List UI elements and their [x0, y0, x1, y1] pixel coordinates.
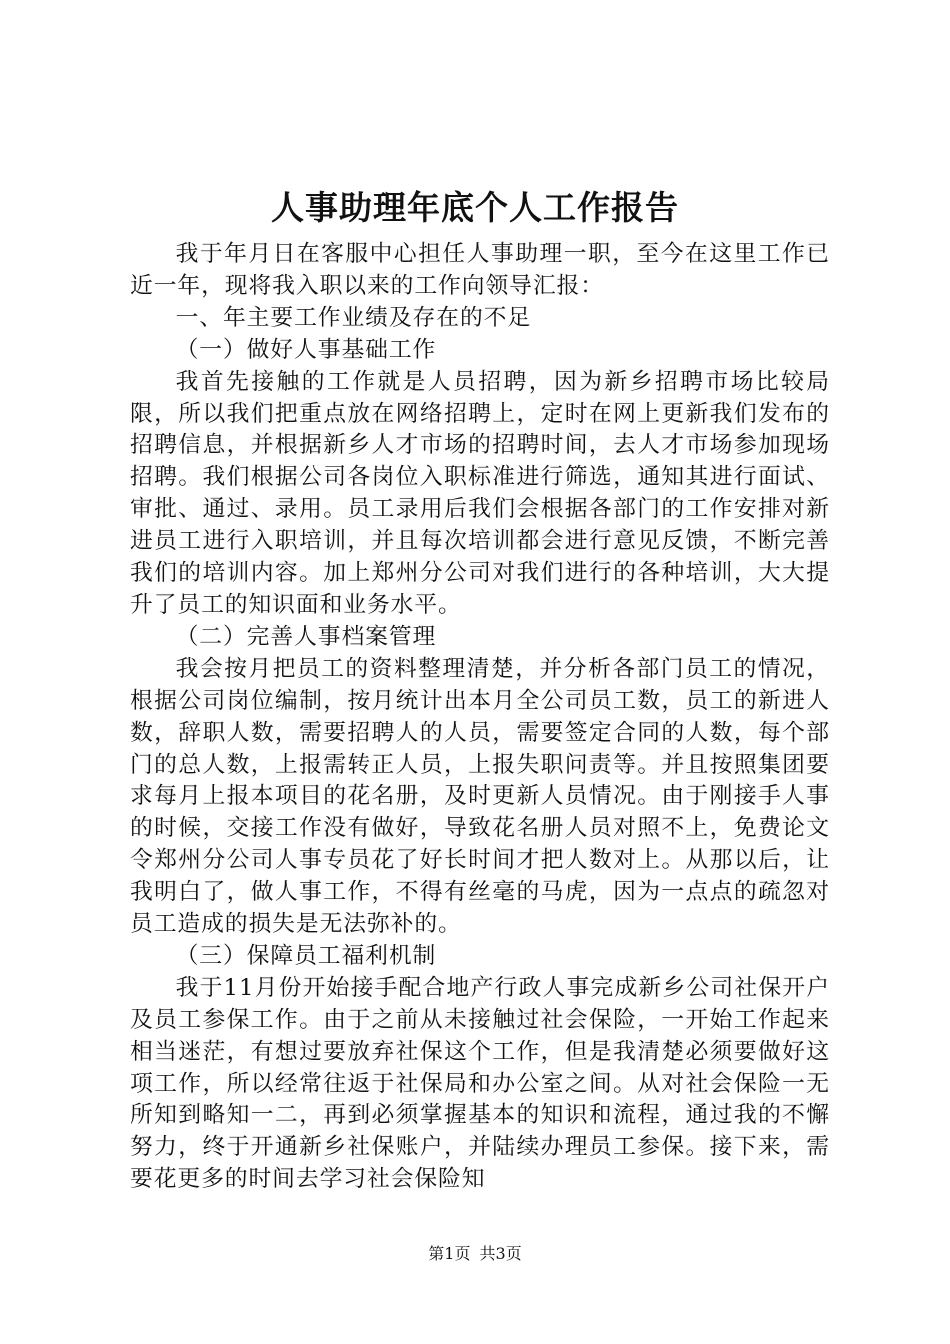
subsection-heading-3: （三）保障员工福利机制 [175, 942, 437, 969]
paragraph-recruitment: 我首先接触的工作就是人员招聘，因为新乡招聘市场比较局限，所以我们把重点放在网络招聘上，定时在网上更新我们发布的招聘信息，并根据新乡人才市场的招聘时间，去人才市场参加现场招聘。我们根据公司各岗位入职标准进行筛选，通知其进行面试、审批、通过、录用。员工录用后我们会根据各部门的工作安排对新进员工进行入职培训，并且每次培训都会进行意见反馈，不断完善我们的培训内容。加上郑州分公司对我们进行的各种培训，大大提升了员工的知识面和业务水平。 [130, 368, 830, 618]
document-title: 人事助理年底个人工作报告 [271, 188, 679, 227]
paragraph-welfare: 我于11月份开始接手配合地产行政人事完成新乡公司社保开户及员工参保工作。由于之前从未接触过社会保险，一开始工作起来相当迷茫，有想过要放弃社保这个工作，但是我清楚必须要做好这项工作，所以经常往返于社保局和办公室之间。从对社会保险一无所知到略知一二，再到必须掌握基本的知识和流程，通过我的不懈努力，终于开通新乡社保账户，并陆续办理员工参保。接下来，需要花更多的时间去学习社会保险知 [130, 974, 830, 1193]
subsection-heading-1: （一）做好人事基础工作 [175, 336, 437, 363]
subsection-heading-2: （二）完善人事档案管理 [175, 623, 437, 650]
section-heading-1: 一、年主要工作业绩及存在的不足 [175, 304, 532, 331]
paragraph-archives: 我会按月把员工的资料整理清楚，并分析各部门员工的情况，根据公司岗位编制，按月统计出本月全公司员工数，员工的新进人数，辞职人数，需要招聘人的人员，需要签定合同的人数，每个部门的总人数，上报需转正人员，上报失职问责等。并且按照集团要求每月上报本项目的花名册，及时更新人员情况。由于刚接手人事的时候，交接工作没有做好，导致花名册人员对照不上，免费论文令郑州分公司人事专员花了好长时间才把人数对上。从那以后，让我明白了，做人事工作，不得有丝毫的马虎，因为一点点的疏忽对员工造成的损失是无法弥补的。 [130, 655, 830, 938]
paragraph-intro: 我于年月日在客服中心担任人事助理一职，至今在这里工作已近一年，现将我入职以来的工作向领导汇报： [130, 241, 830, 299]
document-body [130, 239, 830, 1196]
page-total: 共3页 [479, 1244, 522, 1263]
page-number: 第1页 [428, 1244, 471, 1263]
page-footer [0, 1244, 950, 1264]
